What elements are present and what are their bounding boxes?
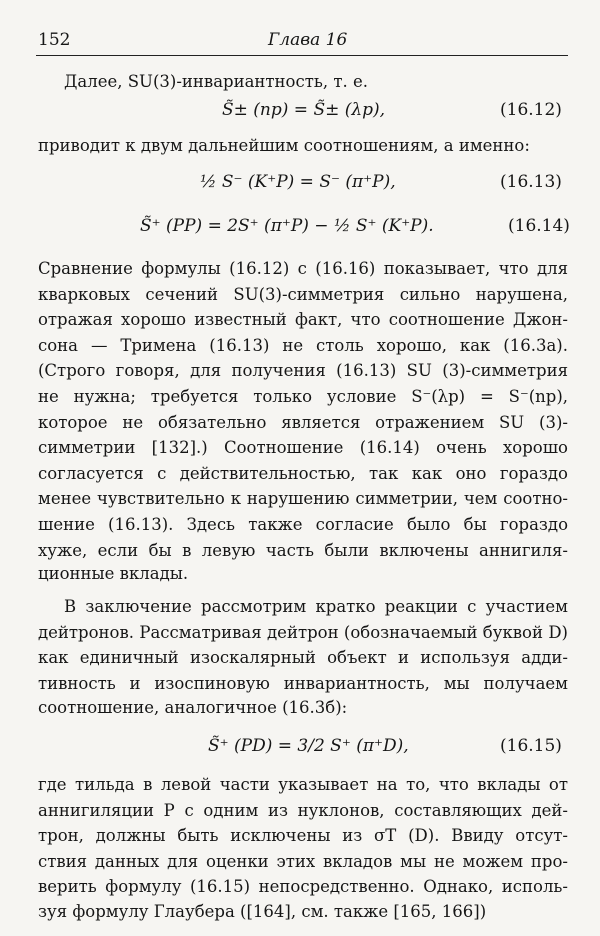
paragraph-line: отражая хорошо известный факт, что соотношение Джон- <box>38 310 568 330</box>
paragraph-line: хуже, если бы в левую часть были включены аннигиля- <box>38 540 568 560</box>
paragraph-line: Сравнение формулы (16.12) с (16.16) показывает, что для <box>38 259 568 278</box>
paragraph-line: шение (16.13). Здесь также согласие было бы гораздо <box>38 515 568 534</box>
equation-16-13: ½ S⁻ (K⁺P) = S⁻ (π⁺P), <box>200 172 396 192</box>
paragraph-line: дейтронов. Рассматривая дейтрон (обозначаемый буквой D) <box>38 622 568 642</box>
paragraph-line: менее чувствительно к нарушению симметрии, чем соотно- <box>38 489 568 509</box>
equation-16-15: S̃⁺ (PD) = 3/2 S⁺ (π⁺D), <box>208 736 409 756</box>
running-title: Глава 16 <box>268 30 348 50</box>
paragraph-line-last: ционные вклады. <box>38 564 189 583</box>
paragraph-line: трон, должны быть исключены из σT (D). Ввиду отсут- <box>38 826 568 846</box>
paragraph-line-last: соотношение, аналогичное (16.3б): <box>38 698 348 717</box>
paragraph-line: которое не обязательно является отражением SU (3)- <box>38 412 568 432</box>
header-rule <box>36 55 568 56</box>
paragraph-line: кварковых сечений SU(3)-симметрия сильно нарушена, <box>38 284 568 304</box>
paragraph-line: как единичный изоскалярный объект и используя адди- <box>38 648 568 668</box>
paragraph-line: аннигиляции P с одним из нуклонов, составляющих дей- <box>38 800 568 820</box>
equation-16-12: S̃± (np) = S̃± (λp), <box>222 100 386 120</box>
text-line-intro: Далее, SU(3)-инвариантность, т. е. <box>64 72 368 91</box>
paragraph-line: не нужна; требуется только условие S⁻(λp) = S⁻(np), <box>38 387 568 406</box>
page-number: 152 <box>38 30 71 50</box>
equation-number-16-13: (16.13) <box>500 172 562 192</box>
paragraph-line: где тильда в левой части указывает на то, что вклады от <box>38 775 568 794</box>
paragraph-line: сона — Тримена (16.13) не столь хорошо, как (16.3а). <box>38 335 568 355</box>
paragraph-line: (Строго говоря, для получения (16.13) SU (3)-симметрия <box>38 361 568 381</box>
paragraph-line: В заключение рассмотрим кратко реакции с участием <box>64 597 568 616</box>
paragraph-line: согласуется с действительностью, так как оно гораздо <box>38 463 568 483</box>
paragraph-line: симметрии [132].) Соотношение (16.14) очень хорошо <box>38 438 568 458</box>
paragraph-line: верить формулу (16.15) непосредственно. Однако, исполь- <box>38 877 568 897</box>
paragraph-line: ствия данных для оценки этих вкладов мы не можем про- <box>38 851 568 871</box>
paragraph-line: зуя формулу Глаубера ([164], см. также [165, 166]) <box>38 902 487 921</box>
equation-16-14: S̃⁺ (PP) = 2S⁺ (π⁺P) − ½ S⁺ (K⁺P). <box>140 216 434 236</box>
equation-number-16-14: (16.14) <box>508 216 570 236</box>
equation-number-16-12: (16.12) <box>500 100 562 120</box>
text-line-relations: приводит к двум дальнейшим соотношениям, а именно: <box>38 136 530 155</box>
paragraph-line: тивность и изоспиновую инвариантность, мы получаем <box>38 673 568 693</box>
equation-number-16-15: (16.15) <box>500 736 562 756</box>
